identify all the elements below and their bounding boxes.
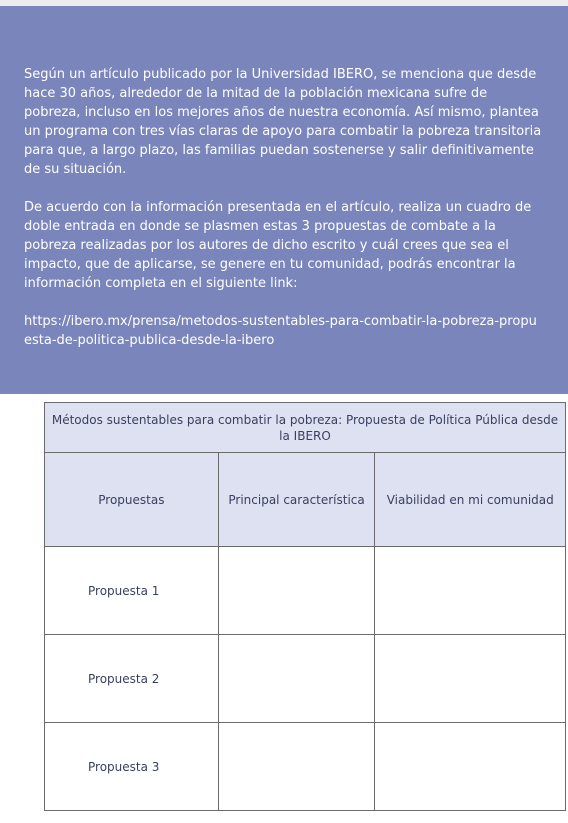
header-propuestas: Propuestas xyxy=(45,453,219,547)
header-viabilidad: Viabilidad en mi comunidad xyxy=(375,453,566,547)
cell-caracteristica-3[interactable] xyxy=(218,723,375,811)
row-label-propuesta-3: Propuesta 3 xyxy=(45,723,219,811)
intro-paragraph-2: De acuerdo con la información presentada en el artículo, realiza un cuadro de doble entrada en donde se plasmen estas 3 propuestas de combate a la pobreza realizadas por los autores de dicho escrito y cuál crees que sea el impacto, que de aplicarse, se genere en tu comunidad, podrás encontrar la información completa en el siguiente link: xyxy=(24,200,532,291)
cell-caracteristica-1[interactable] xyxy=(218,547,375,635)
article-link[interactable]: https://ibero.mx/prensa/metodos-sustentables-para-combatir-la-pobreza-propuesta-de-politica-publica-desde-la-ibero xyxy=(24,314,537,348)
instructions-panel xyxy=(0,6,568,394)
double-entry-table xyxy=(44,402,566,811)
table-header-row xyxy=(45,453,566,547)
cell-caracteristica-2[interactable] xyxy=(218,635,375,723)
row-label-propuesta-2: Propuesta 2 xyxy=(45,635,219,723)
table-title-row xyxy=(45,403,566,453)
cell-viabilidad-3[interactable] xyxy=(375,723,566,811)
intro-paragraph-1: Según un artículo publicado por la Universidad IBERO, se menciona que desde hace 30 años, alrededor de la mitad de la población mexicana sufre de pobreza, incluso en los mejores años de nuestra economía. Así mismo, plantea un programa con tres vías claras de apoyo para combatir la pobreza transitoria para que, a largo plazo, las familias puedan sostenerse y salir definitivamente de su situación. xyxy=(24,67,542,177)
row-label-propuesta-1: Propuesta 1 xyxy=(45,547,219,635)
cell-viabilidad-1[interactable] xyxy=(375,547,566,635)
header-principal-caracteristica: Principal característica xyxy=(218,453,375,547)
table-row xyxy=(45,547,566,635)
table-row xyxy=(45,635,566,723)
table-title: Métodos sustentables para combatir la pobreza: Propuesta de Política Pública desde la IBERO xyxy=(45,403,566,453)
cell-viabilidad-2[interactable] xyxy=(375,635,566,723)
table-row xyxy=(45,723,566,811)
